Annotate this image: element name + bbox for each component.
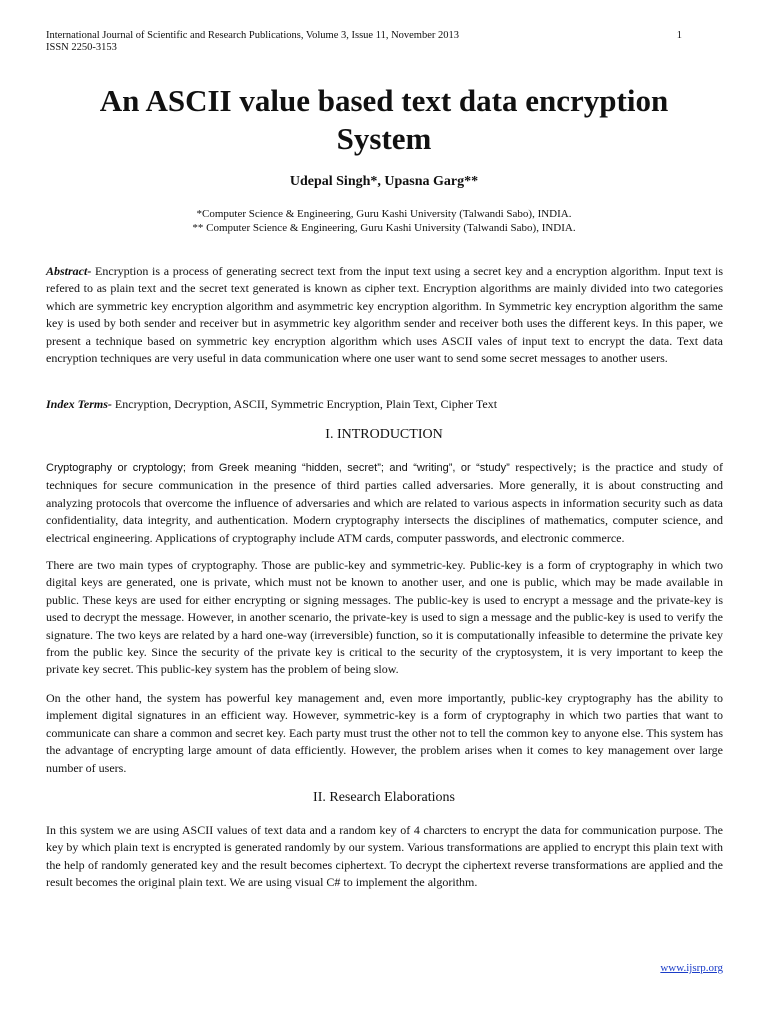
intro-lead-text: Cryptography or cryptology; from Greek meaning “hidden, secret”; and “writing”, or “study”	[46, 462, 510, 474]
intro-rest-text: respectively; is the practice and study of techniques for secure communication in the presence of third parties called adversaries. More generally, it is about constructing and analyzing protocols that overcome the influence of adversaries and which are related to various aspects in information security such as data confidentiality, data integrity, and authentication. Modern cryptography intersects the disciplines of mathematics, computer science, and electrical engineering. Applications of cryptography include ATM cards, computer passwords, and electronic commerce.	[46, 460, 724, 545]
abstract	[46, 263, 723, 367]
affiliation-2: ** Computer Science & Engineering, Guru Kashi University (Talwandi Sabo), INDIA.	[192, 222, 576, 234]
page-number: 1	[676, 30, 682, 41]
paragraph: In this system we are using ASCII values of text data and a random key of 4 charcters to encrypt the data for communication purpose. The key by which plain text is encrypted is generated randomly by our system. Various transformations are applied to encrypt this plain text with the help of randomly generated key and the result becomes ciphertext. To decrypt the ciphertext reverse transformations are applied and the result becomes the original plain text. We are using visual C# to implement the algorithm.	[46, 823, 723, 890]
intro-paragraph-2	[46, 557, 723, 679]
issn-line: ISSN 2250-3153	[46, 42, 117, 53]
index-terms-text: Encryption, Decryption, ASCII, Symmetric Encryption, Plain Text, Cipher Text	[111, 397, 498, 411]
section-heading-introduction: I. INTRODUCTION	[325, 427, 443, 442]
paper-title	[40, 82, 728, 158]
title-line-1: An ASCII value based text data encryption	[99, 83, 669, 118]
section-heading-research-elaborations: II. Research Elaborations	[313, 790, 455, 805]
abstract-text: Encryption is a process of generating secrect text from the input text using a secret key and a encryption algorithm. Input text is refered to as plain text and the secret text generated is known as cipher text. Encryption algorithms are mainly divided into two categories which are symmetric key encryption algorithm and asymmetric key encryption algorithm. In Symmetric key encryption algorithm the same key is used by both sender and receiver but in asymmetric key algorithm sender and receiver both uses the different keys. In this paper, we present a technique based on symmetric key encryption algorithm which uses ASCII vales of input text to encrypt the data. Text data encryption techniques are very useful in data communication where one user want to send some secret messages to another users.	[46, 264, 723, 366]
index-terms-label: Index Terms-	[46, 397, 112, 411]
paragraph	[46, 459, 723, 547]
abstract-label: Abstract-	[46, 264, 92, 278]
journal-line: International Journal of Scientific and Research Publications, Volume 3, Issue 11, November 2013	[46, 30, 460, 41]
index-terms-paragraph	[46, 396, 723, 413]
intro-paragraph-3	[46, 690, 723, 777]
title-line-2: System	[336, 121, 432, 156]
elaboration-paragraph-1	[46, 822, 723, 892]
affiliation-1: *Computer Science & Engineering, Guru Kashi University (Talwandi Sabo), INDIA.	[196, 208, 572, 220]
intro-paragraph-1	[46, 459, 723, 547]
author-list: Udepal Singh*, Upasna Garg**	[289, 174, 479, 189]
paragraph: There are two main types of cryptography. Those are public-key and symmetric-key. Public-key is a form of cryptography in which two digital keys are generated, one is private, which must not be known to another user, and one is public, which may be made available in public. These keys are used for either encrypting or signing messages. The public-key is used to encrypt a message and the private-key is used to decrypt the message. However, in another scenario, the private-key is used to sign a message and the public-key is used to verify the signature. The two keys are related by a hard one-way (irreversible) function, so it is computationally infeasible to determine the private key from the public key. Since the security of the private key is critical to the security of the cryptosystem, it is very important to keep the private key secret. This public-key system has the problem of being slow.	[46, 558, 723, 677]
running-header	[46, 30, 459, 54]
affiliations	[40, 207, 728, 235]
paragraph: On the other hand, the system has powerful key management and, even more importantly, public-key cryptography has the ability to implement digital signatures in an efficient way. However, symmetric-key is a form of cryptography in which two parties that want to communicate can share a common and secret key. Each party must trust the other not to tell the common key to anyone else. This system has the advantage of encrypting large amount of data efficiently. However, the problem arises when it comes to key management over large number of users.	[46, 691, 723, 775]
journal-website-link[interactable]: www.ijsrp.org	[660, 962, 723, 974]
abstract-paragraph	[46, 263, 723, 367]
index-terms	[46, 396, 723, 413]
